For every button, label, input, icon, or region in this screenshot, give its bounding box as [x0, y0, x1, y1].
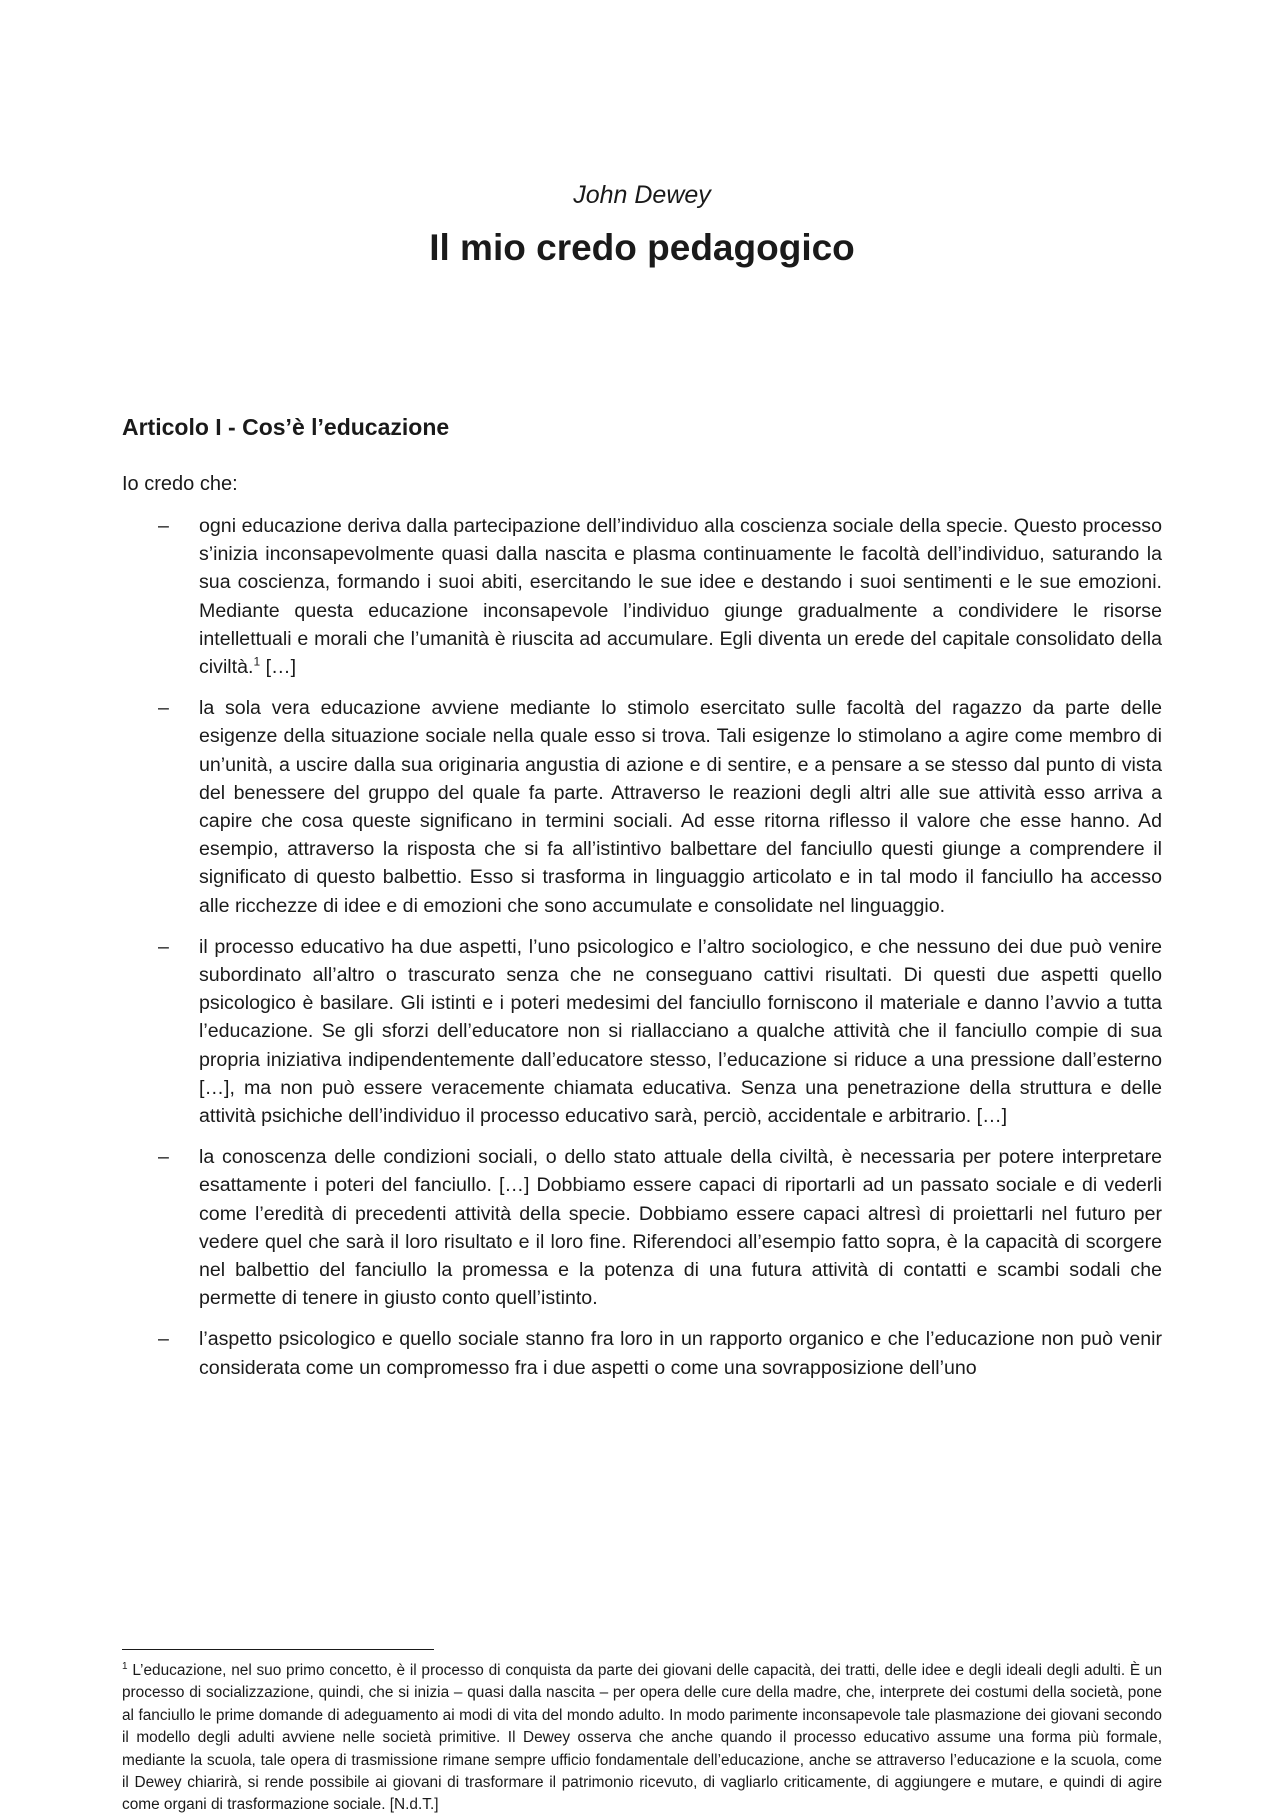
document-page [122, 0, 1162, 1814]
list-item [122, 933, 1162, 1130]
section-intro: Io credo che: [122, 473, 238, 495]
footnote-separator [122, 1649, 434, 1650]
list-item-text: la sola vera educazione avviene mediante lo stimolo esercitato sulle facoltà del ragazzo da parte delle esigenze della situazione sociale nella quale esso si trova. Tali esigenze lo stimolano a agire come membro di un’unità, a uscire dalla sua originaria angustia di azione e di sentire, e a pensare a se stesso dal punto di vista del benessere del gruppo del quale fa parte. Attraverso le reazioni degli altri alle sue attività esso arriva a capire che cosa queste significano in termini sociali. Ad esse ritorna riflesso il valore che esse hanno. Ad esempio, attraverso la risposta che si fa all’istintivo balbettare del fanciullo questi giunge a comprendere il significato di questo balbettio. Esso si trasforma in linguaggio articolato e in tal modo il fanciullo ha accesso alle ricchezze di idee e di emozioni che sono accumulate e consolidate nel linguaggio. [199, 697, 1162, 917]
footnote-text: L’educazione, nel suo primo concetto, è il processo di conquista da parte dei giovani delle capacità, dei tratti, delle idee e degli ideali degli adulti. È un processo di socializzazione, quindi, che si inizia – quasi dalla nascita – per opera delle cure della madre, che, interprete dei costumi della società, pone al fanciullo le prime domande di adeguamento ai modi di vita del mondo adulto. In modo parimente inconsapevole tale plasmazione dei giovani secondo il modello degli adulti avviene nelle società primitive. Il Dewey osserva che anche quando il processo educativo assume una forma più formale, mediante la scuola, tale opera di trasmissione rimane sempre ufficio fondamentale dell’educazione, anche se attraverso l’educazione e la scuola, come il Dewey chiarirà, si rende possibile ai giovani di trasformare il patrimonio ricevuto, di vagliarlo criticamente, di aggiungere e mutare, e quindi di agire come organi di trasformazione sociale. [N.d.T.] [122, 1662, 1162, 1814]
document-title: Il mio credo pedagogico [429, 227, 855, 268]
dash-bullet: – [158, 1146, 169, 1169]
list-item-tail: […] [260, 656, 297, 679]
section-heading: Articolo I - Cos’è l’educazione [122, 414, 450, 440]
list-item-text: ogni educazione deriva dalla partecipazione dell’individuo alla coscienza sociale della specie. Questo processo s’inizia inconsapevolmente quasi dalla nascita e plasma continuamente le facoltà dell’individuo, saturando la sua coscienza, formando i suoi abiti, esercitando le sue idee e destando i suoi sentimenti e le sue emozioni. Mediante questa educazione inconsapevole l’individuo giunge gradualmente a condividere le risorse intellettuali e morali che l’umanità è riuscita ad accumulare. Egli diventa un erede del capitale consolidato della civiltà. [199, 515, 1162, 679]
list-item [122, 1325, 1162, 1381]
footnote [122, 1660, 1162, 1817]
author-name: John Dewey [573, 181, 711, 209]
dash-bullet: – [158, 1328, 169, 1351]
list-item-text: il processo educativo ha due aspetti, l’uno psicologico e l’altro sociologico, e che nessuno dei due può venire subordinato all’altro o trascurato senza che ne conseguano cattivi risultati. Di questi due aspetti quello psicologico è basilare. Gli istinti e i poteri medesimi del fanciullo forniscono il materiale e danno l’avvio a tutta l’educazione. Se gli sforzi dell’educatore non si riallacciano a qualche attività che il fanciullo compie di sua propria iniziativa indipendentemente dall’educatore stesso, l’educazione si riduce a una pressione dall’esterno […], ma non può essere veracemente chiamata educativa. Senza una penetrazione della struttura e delle attività psichiche dell’individuo il processo educativo sarà, perciò, accidentale e arbitrario. […] [199, 935, 1162, 1128]
list-item-text: l’aspetto psicologico e quello sociale stanno fra loro in un rapporto organico e che l’educazione non può venir considerata come un compromesso fra i due aspetti o come una sovrapposizione dell’uno [199, 1328, 1162, 1379]
belief-list [122, 512, 1162, 1395]
dash-bullet: – [158, 935, 169, 958]
list-item [122, 512, 1162, 681]
footnote-reference[interactable]: 1 [253, 654, 261, 669]
list-item [122, 694, 1162, 920]
dash-bullet: – [158, 697, 169, 720]
list-item-text: la conoscenza delle condizioni sociali, o dello stato attuale della civiltà, è necessaria per potere interpretare esattamente i poteri del fanciullo. […] Dobbiamo essere capaci di riportarli ad un passato sociale e di vederli come l’eredità di precedenti attività della specie. Dobbiamo essere capaci altresì di proiettarli nel futuro per vedere quel che sarà il loro risultato e il loro fine. Riferendoci all’esempio fatto sopra, è la capacità di scorgere nel balbettio del fanciullo la promessa e la potenza di una futura attività di contatti e scambi sodali che permette di tenere in giusto conto quell’istinto. [199, 1146, 1162, 1310]
footnote-mark: 1 [122, 1660, 128, 1672]
list-item [122, 1143, 1162, 1312]
dash-bullet: – [158, 515, 169, 537]
